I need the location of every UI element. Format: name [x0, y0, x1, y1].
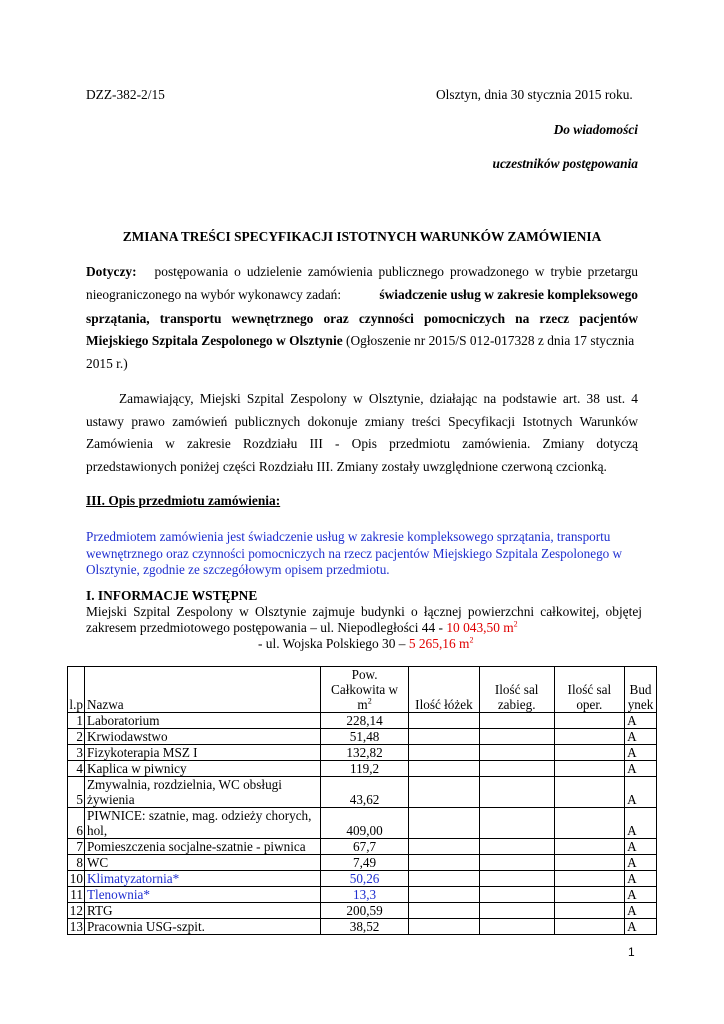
header-surgery-rooms: Ilość sal zabieg.: [479, 667, 554, 713]
recipient-line-2: uczestników postępowania: [492, 156, 638, 171]
table-row: [68, 777, 657, 808]
subject-description-line-1: Przedmiotem zamówienia jest świadczenie usług w zakresie kompleksowego sprzątania, transportu: [86, 529, 611, 544]
table-row: [68, 887, 657, 903]
table-row: [68, 919, 657, 935]
row-area: 43,62: [321, 777, 409, 808]
row-beds: [409, 761, 480, 777]
row-surgery-rooms: [479, 919, 554, 935]
row-building: A: [625, 808, 657, 839]
row-area: 38,52: [321, 919, 409, 935]
row-name: Laboratorium: [84, 713, 320, 729]
row-building: A: [625, 871, 657, 887]
row-surgery-rooms: [479, 808, 554, 839]
row-name: RTG: [84, 903, 320, 919]
header-beds: Ilość łóżek: [409, 667, 480, 713]
subject-line-5: 2015 r.): [86, 356, 128, 371]
info-area-2: 5 265,16 m: [408, 636, 470, 651]
subject-text-2b: świadczenie usług w zakresie kompleksowego: [379, 287, 638, 302]
header-area-text: Pow. Całkowita w m: [331, 667, 399, 712]
row-building: A: [625, 839, 657, 855]
row-beds: [409, 839, 480, 855]
table-row: [68, 761, 657, 777]
subject-description-line-3: Olsztynie, zgodnie ze szczegółowym opisem przedmiotu.: [86, 562, 390, 577]
row-name: PIWNICE: szatnie, mag. odzieży chorych, hol,: [84, 808, 320, 839]
row-operating-rooms: [554, 777, 624, 808]
row-name: Zmywalnia, rozdzielnia, WC obsługi żywienia: [84, 777, 320, 808]
header-building: Budynek: [625, 667, 657, 713]
row-operating-rooms: [554, 713, 624, 729]
row-surgery-rooms: [479, 839, 554, 855]
row-operating-rooms: [554, 919, 624, 935]
row-building: A: [625, 903, 657, 919]
table-row: [68, 871, 657, 887]
subject-text-4b: (Ogłoszenie nr 2015/S 012-017328 z dnia 17 stycznia: [346, 333, 635, 348]
row-name: Krwiodawstwo: [84, 729, 320, 745]
table-row: [68, 855, 657, 871]
subject-line-2: [86, 286, 638, 304]
row-operating-rooms: [554, 745, 624, 761]
row-area: 228,14: [321, 713, 409, 729]
row-area: 200,59: [321, 903, 409, 919]
header-name: Nazwa: [84, 667, 320, 713]
row-lp: 3: [68, 745, 85, 761]
row-area: 13,3: [321, 887, 409, 903]
row-surgery-rooms: [479, 887, 554, 903]
intro-line-1: Zamawiający, Miejski Szpital Zespolony w Olsztynie, działając na podstawie art. 38 ust. 4: [119, 391, 638, 406]
row-operating-rooms: [554, 871, 624, 887]
row-area: 50,26: [321, 871, 409, 887]
table-header-row: [68, 667, 657, 713]
row-beds: [409, 903, 480, 919]
row-surgery-rooms: [479, 729, 554, 745]
row-area: 132,82: [321, 745, 409, 761]
header-area: [321, 667, 409, 713]
buildings-table: [67, 666, 657, 935]
header-operating-rooms: Ilość sal oper.: [554, 667, 624, 713]
row-building: A: [625, 919, 657, 935]
row-beds: [409, 887, 480, 903]
row-beds: [409, 808, 480, 839]
info-area-1-sup: 2: [513, 619, 518, 629]
header-area-sup: 2: [367, 696, 372, 706]
row-beds: [409, 729, 480, 745]
recipient-line-1: Do wiadomości: [553, 122, 638, 137]
row-building: A: [625, 855, 657, 871]
subject-text-4a: Miejskiego Szpitala Zespolonego w Olsztynie: [86, 333, 343, 348]
info-line-2-text: zakresem przedmiotowego postępowania – ul. Niepodległości 44 -: [86, 620, 447, 635]
row-lp: 7: [68, 839, 85, 855]
row-surgery-rooms: [479, 855, 554, 871]
table-row: [68, 729, 657, 745]
row-lp: 5: [68, 777, 85, 808]
row-beds: [409, 871, 480, 887]
row-name: Pomieszczenia socjalne-szatnie - piwnica: [84, 839, 320, 855]
row-lp: 8: [68, 855, 85, 871]
row-surgery-rooms: [479, 903, 554, 919]
row-area: 409,00: [321, 808, 409, 839]
document-date: Olsztyn, dnia 30 stycznia 2015 roku.: [436, 87, 633, 102]
row-lp: 12: [68, 903, 85, 919]
row-name: Pracownia USG-szpit.: [84, 919, 320, 935]
row-building: A: [625, 761, 657, 777]
section-heading: III. Opis przedmiotu zamówienia:: [86, 493, 281, 508]
row-lp: 2: [68, 729, 85, 745]
row-lp: 10: [68, 871, 85, 887]
document-reference: DZZ-382-2/15: [86, 87, 165, 102]
info-line-2: [86, 620, 518, 636]
table-row: [68, 903, 657, 919]
row-operating-rooms: [554, 808, 624, 839]
info-line-1: Miejski Szpital Zespolony w Olsztynie zajmuje budynki o łącznej powierzchni całkowitej, objętej: [86, 604, 642, 619]
row-area: 51,48: [321, 729, 409, 745]
subject-line-1: [86, 263, 638, 281]
info-heading: I. INFORMACJE WSTĘPNE: [86, 588, 258, 603]
info-line-3-text: - ul. Wojska Polskiego 30 –: [258, 636, 409, 651]
info-area-1: 10 043,50 m: [446, 620, 514, 635]
subject-line-3: sprzątania, transportu wewnętrznego oraz czynności pomocniczych na rzecz pacjentów: [86, 311, 638, 326]
page-number: 1: [628, 945, 635, 959]
row-name: Klimatyzatornia*: [84, 871, 320, 887]
row-name: WC: [84, 855, 320, 871]
table-row: [68, 745, 657, 761]
info-line-3: [258, 636, 473, 652]
row-lp: 4: [68, 761, 85, 777]
document-title: ZMIANA TREŚCI SPECYFIKACJI ISTOTNYCH WARUNKÓW ZAMÓWIENIA: [122, 229, 602, 244]
row-name: Tlenownia*: [84, 887, 320, 903]
row-lp: 13: [68, 919, 85, 935]
row-operating-rooms: [554, 887, 624, 903]
table-row: [68, 713, 657, 729]
subject-text-2a: nieograniczonego na wybór wykonawcy zadań:: [86, 287, 342, 302]
row-surgery-rooms: [479, 761, 554, 777]
intro-line-2: ustawy prawo zamówień publicznych dokonuje zmiany treści Specyfikacji Istotnych Warunków: [86, 414, 638, 429]
subject-text-1: postępowania o udzielenie zamówienia publicznego prowadzonego w trybie przetargu: [154, 264, 638, 279]
row-name: Kaplica w piwnicy: [84, 761, 320, 777]
row-building: A: [625, 729, 657, 745]
row-operating-rooms: [554, 855, 624, 871]
row-beds: [409, 919, 480, 935]
row-operating-rooms: [554, 729, 624, 745]
subject-description: [86, 529, 622, 579]
info-area-2-sup: 2: [469, 635, 474, 645]
row-name: Fizykoterapia MSZ I: [84, 745, 320, 761]
row-surgery-rooms: [479, 745, 554, 761]
row-lp: 11: [68, 887, 85, 903]
subject-label: Dotyczy:: [86, 264, 137, 279]
row-building: A: [625, 887, 657, 903]
row-area: 119,2: [321, 761, 409, 777]
header-lp: l.p: [68, 667, 85, 713]
row-surgery-rooms: [479, 777, 554, 808]
subject-description-line-2: wewnętrznego oraz czynności pomocniczych na rzecz pacjentów Miejskiego Szpitala Zespolonego w: [86, 545, 623, 561]
table-row: [68, 839, 657, 855]
row-beds: [409, 745, 480, 761]
row-surgery-rooms: [479, 713, 554, 729]
subject-line-4: [86, 332, 638, 350]
intro-line-4: przedstawionych poniżej części Rozdziału III. Zmiany zostały uwzględnione czerwoną czcionką.: [86, 459, 607, 474]
row-beds: [409, 713, 480, 729]
row-operating-rooms: [554, 903, 624, 919]
row-lp: 1: [68, 713, 85, 729]
row-beds: [409, 777, 480, 808]
row-operating-rooms: [554, 761, 624, 777]
row-building: A: [625, 745, 657, 761]
row-surgery-rooms: [479, 871, 554, 887]
row-building: A: [625, 713, 657, 729]
row-lp: 6: [68, 808, 85, 839]
table-row: [68, 808, 657, 839]
row-operating-rooms: [554, 839, 624, 855]
row-beds: [409, 855, 480, 871]
row-area: 67,7: [321, 839, 409, 855]
row-area: 7,49: [321, 855, 409, 871]
intro-line-3: Zamówienia w zakresie Rozdziału III - Opis przedmiotu zamówienia. Zmiany dotyczą: [86, 436, 638, 451]
row-building: A: [625, 777, 657, 808]
